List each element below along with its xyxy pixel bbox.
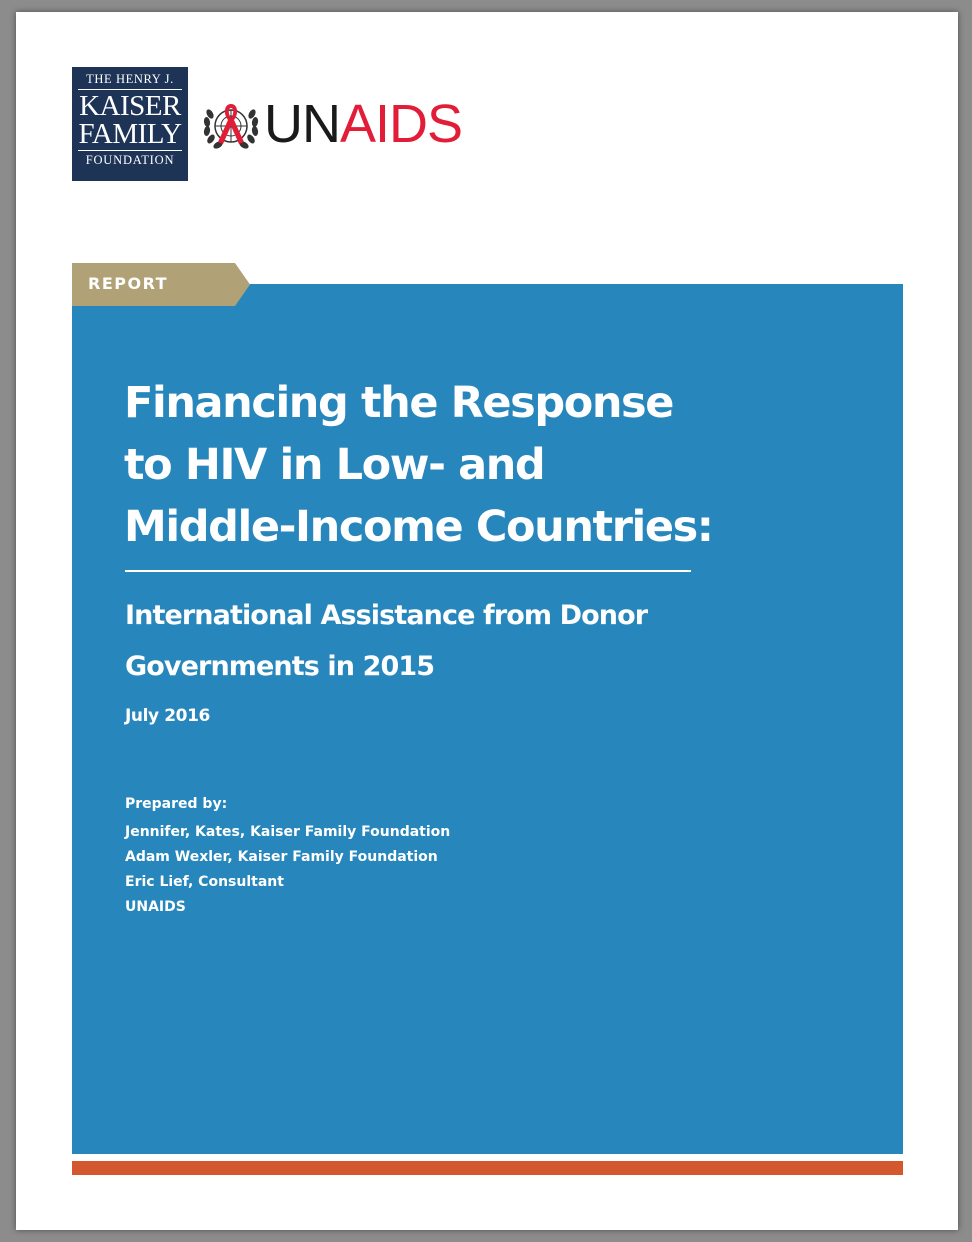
bottom-accent-bar [72,1161,903,1175]
kff-logo-line-2: KAISER [79,90,181,122]
prepared-by-label: Prepared by: [125,796,228,812]
kff-logo-line-1: THE HENRY J. [86,72,174,86]
report-date: July 2016 [125,706,210,726]
unaids-logo-aids: AIDS [340,94,463,154]
kff-logo-line-4: FOUNDATION [85,153,175,167]
unaids-logo-wordmark [264,94,462,154]
report-tag-label: REPORT [88,274,169,293]
author-item: Jennifer, Kates, Kaiser Family Foundation [125,824,451,840]
unaids-logo-un: UN [264,94,340,154]
authors-list [125,822,450,922]
report-subtitle: International Assistance from Donor Governments in 2015 [125,600,648,682]
kaiser-family-foundation-logo [72,67,188,181]
title-divider [125,570,691,572]
kff-logo-rule-2 [78,150,182,151]
kff-logo-line-3: FAMILY [78,118,182,150]
author-item: UNAIDS [125,899,186,915]
report-title: Financing the Response to HIV in Low- and Middle-Income Countries: [124,378,713,552]
report-cover-page [16,12,958,1230]
author-item: Eric Lief, Consultant [125,874,284,890]
author-item: Adam Wexler, Kaiser Family Foundation [125,849,438,865]
un-emblem-red-ribbon-icon [202,100,260,150]
